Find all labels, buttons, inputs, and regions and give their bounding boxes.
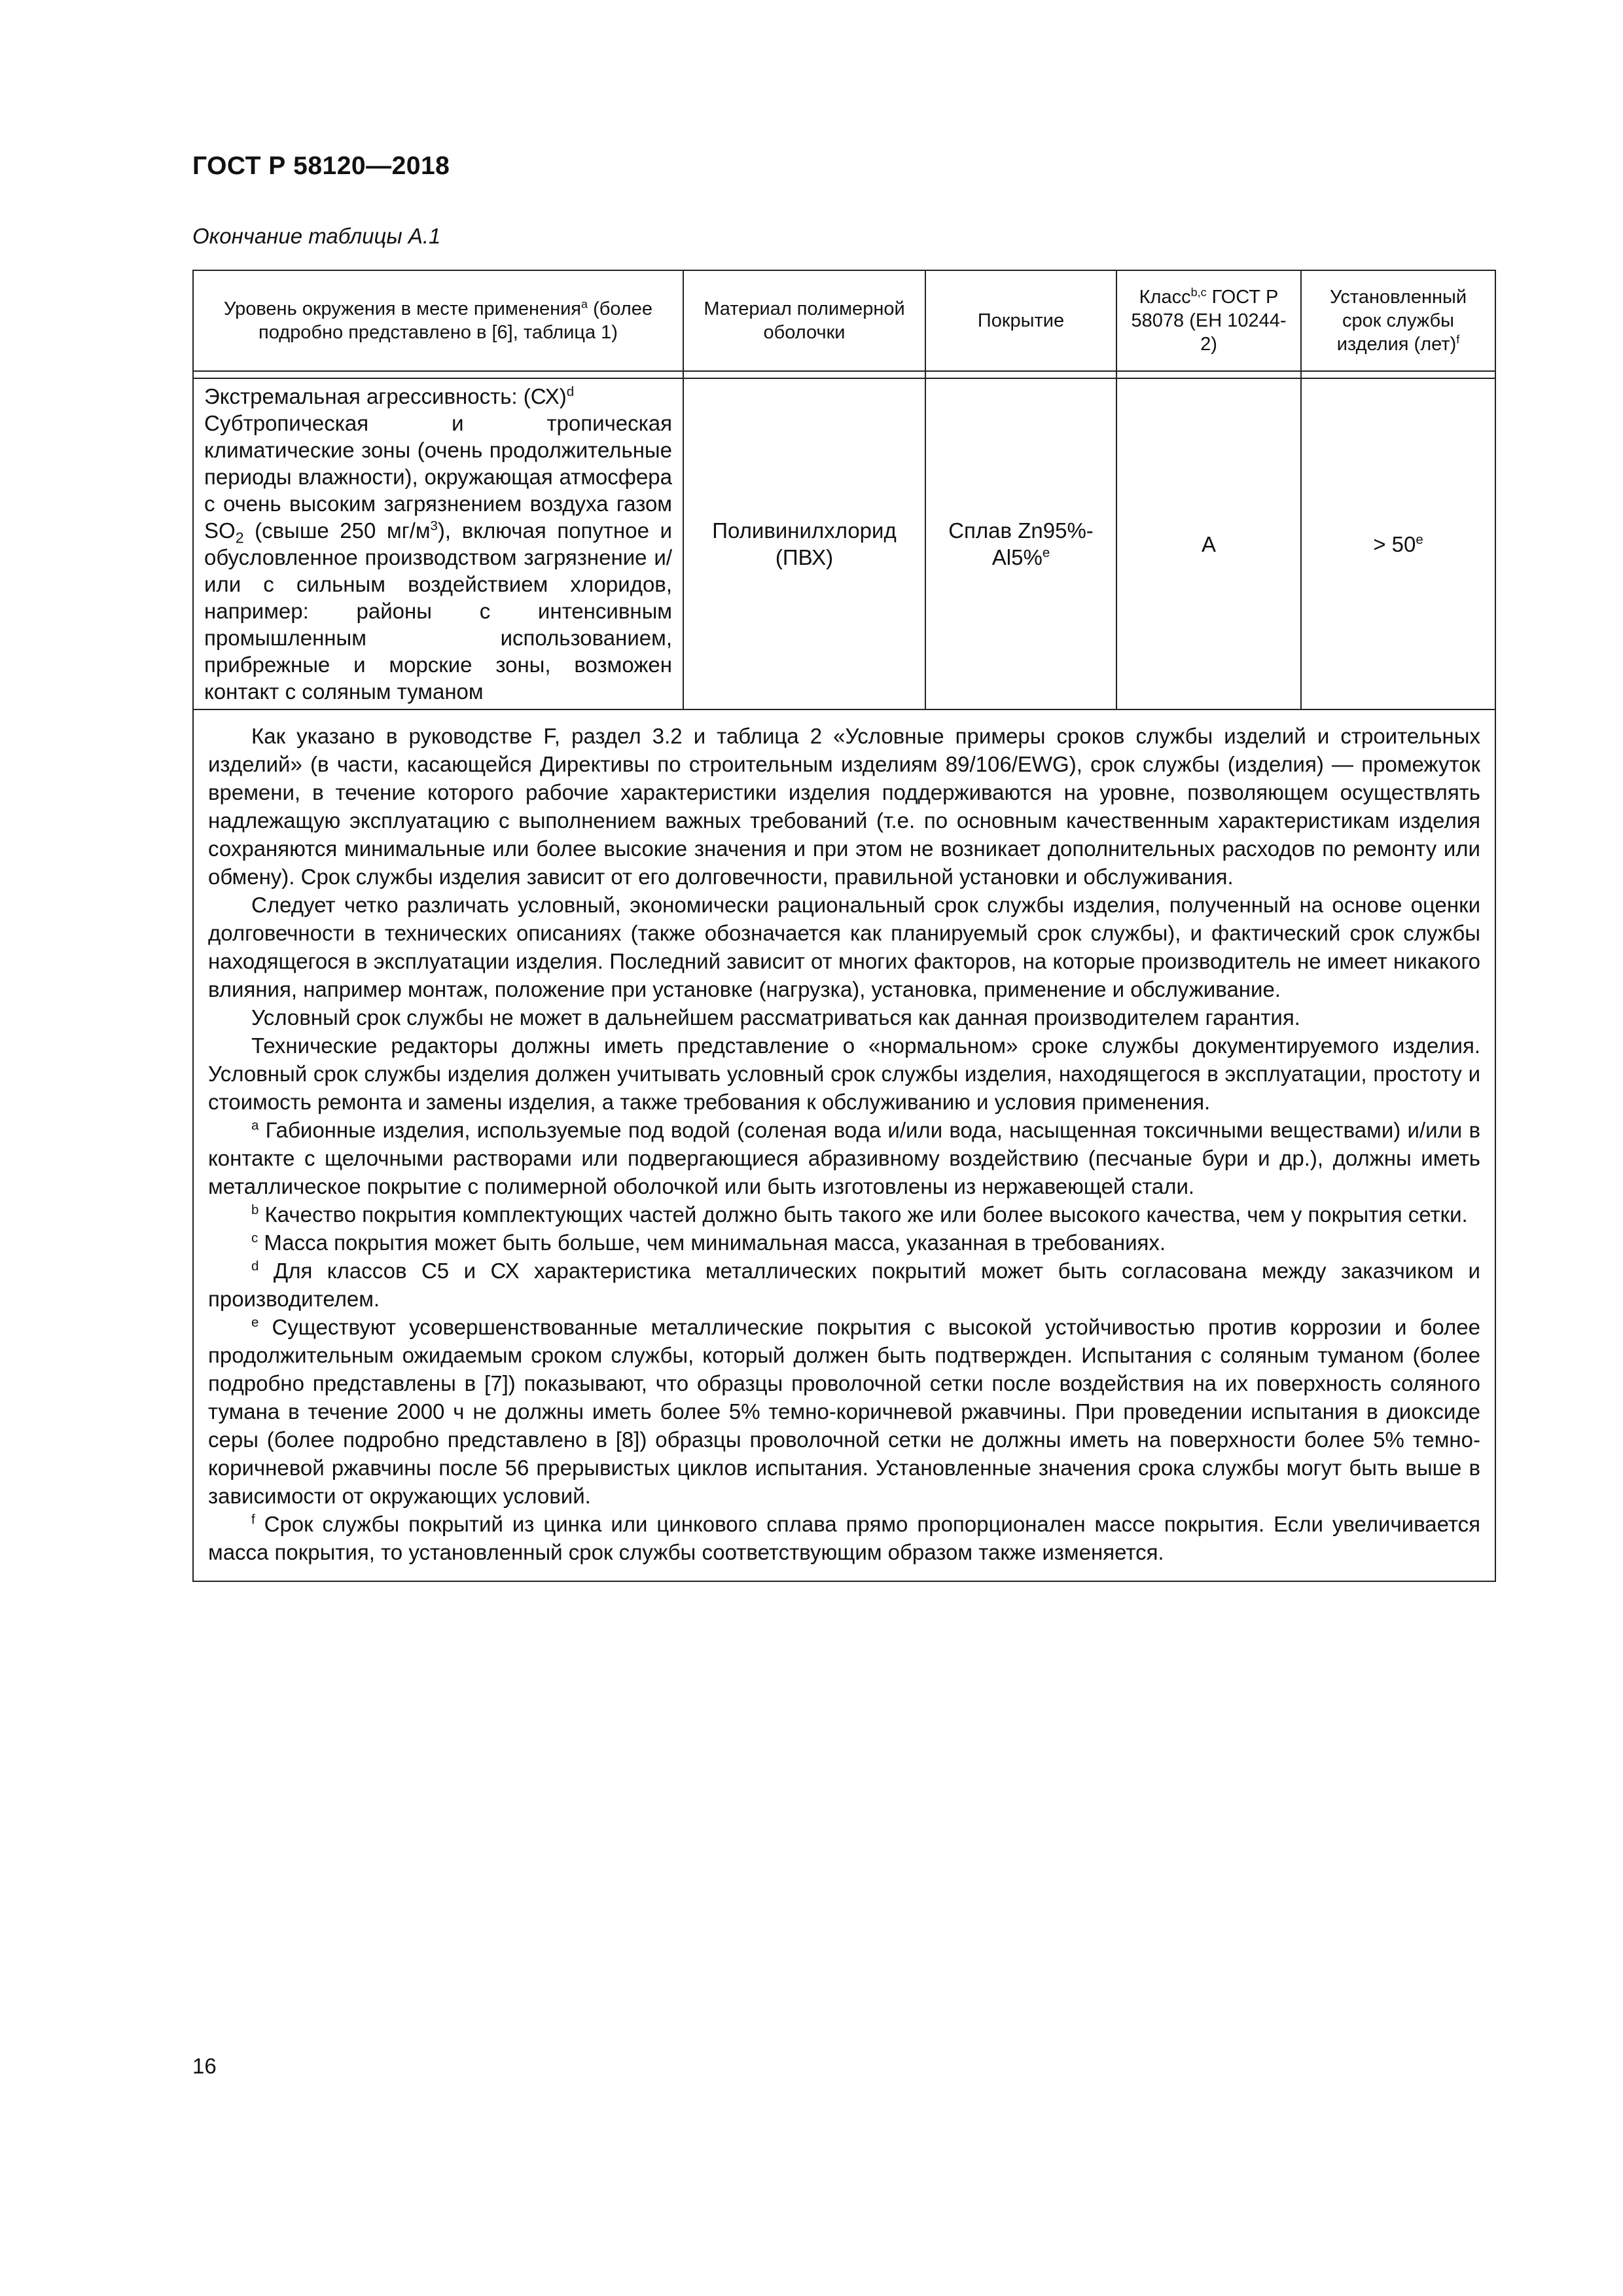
service-life-table — [192, 270, 1496, 1582]
table-header-row — [193, 270, 1495, 371]
page-number: 16 — [192, 2054, 217, 2078]
footnote-e: $^e$ Существуют усовершенствованные металлические покрытия с высокой устойчивостью против коррозии и более продолжительным ожидаемым сроком службы, который должен быть подтвержден. Испытания с соляным туманом (более подробно представлены в [7]) показывают, что образцы проволочной сетки после воздействия на их поверхность соляного тумана в течение 2000 ч не должны иметь более 5% темно-коричневой ржавчины. При проведении испытания в диоксиде серы (более подробно представлено в [8]) образцы проволочной сетки не должны иметь на поверхности более 5% темно-коричневой ржавчины после 56 прерывистых циклов испытания. Установленные значения срока службы могут быть выше в зависимости от окружающих условий. — [208, 1315, 1480, 1508]
document-code: ГОСТ Р 58120—2018 — [192, 152, 450, 180]
cell-class: А — [1116, 378, 1301, 709]
note-paragraph: Условный срок службы не может в дальнейшем рассматриваться как данная производителем гарантия. — [251, 1005, 1300, 1030]
note-paragraph: Следует четко различать условный, экономически рациональный срок службы изделия, полученный на основе оценки долговечности в технических описаниях (также обозначается как планируемый срок службы), и фактический срок службы находящегося в эксплуатации изделия. Последний зависит от многих факторов, на которые производитель не имеет никакого влияния, например монтаж, положение при установке (нагрузка), установка, применение и обслуживание. — [208, 893, 1480, 1001]
header-separator — [193, 371, 1495, 378]
cell-environment: Экстремальная агрессивность: (СХ)$^d$ Субтропическая и тропическая климатические зоны (очень продолжительные периоды влажности), окружающая атмосфера с очень высоким загрязнением воздуха газом $SO_2$ (свыше 250 $мг/м^3$), включая попутное и обусловленное производством загрязнение и/или с сильным воздействием хлоридов, например: районы с интенсивным промышленным использованием, прибрежные и морские зоны, возможен контакт с соляным туманом — [193, 378, 683, 709]
cell-material: Поливинилхлорид (ПВХ) — [683, 378, 925, 709]
column-header-coating: Покрытие — [925, 270, 1116, 371]
column-header-class: Класс$^{b,c}$ ГОСТ Р 58078 (ЕН 10244-2) — [1116, 270, 1301, 371]
footnote-f: $^f$ Срок службы покрытий из цинка или цинкового сплава прямо пропорционален массе покрытия. Если увеличивается масса покрытия, то установленный срок службы соответствующим образом также изменяется. — [208, 1512, 1480, 1564]
cell-coating: Сплав Zn95%-Al5%$^e$ — [925, 378, 1116, 709]
footnote-b: $^b$ Качество покрытия комплектующих частей должно быть такого же или более высокого качества, чем у покрытия сетки. — [251, 1202, 1468, 1227]
table-row — [193, 378, 1495, 709]
note-paragraph: Технические редакторы должны иметь представление о «нормальном» сроке службы документируемого изделия. Условный срок службы изделия должен учитывать условный срок службы изделия, находящегося в эксплуатации, простоту и стоимость ремонта и замены изделия, а также требования к обслуживанию и условия применения. — [208, 1033, 1480, 1114]
notes-row — [193, 709, 1495, 1581]
footnote-c: $^c$ Масса покрытия может быть больше, чем минимальная масса, указанная в требованиях. — [251, 1230, 1166, 1255]
footnote-d: $^d$ Для классов С5 и СХ характеристика металлических покрытий может быть согласована между заказчиком и производителем. — [208, 1259, 1480, 1311]
table-caption: Окончание таблицы А.1 — [192, 224, 441, 248]
column-header-service-life: Установленный срок службы изделия (лет)$^f$ — [1301, 270, 1495, 371]
footnote-a: $^a$ Габионные изделия, используемые под водой (соленая вода и/или вода, насыщенная токсичными веществами) и/или в контакте с щелочными растворами или подвергающиеся абразивному воздействию (песчаные бури и др.), должны иметь металлическое покрытие с полимерной оболочкой или быть изготовлены из нержавеющей стали. — [208, 1118, 1480, 1198]
column-header-material: Материал полимерной оболочки — [683, 270, 925, 371]
note-paragraph: Как указано в руководстве F, раздел 3.2 и таблица 2 «Условные примеры сроков службы изделий и строительных изделий» (в части, касающейся Директивы по строительным изделиям 89/106/EWG), срок службы (изделия) — промежуток времени, в течение которого рабочие характеристики изделия поддерживаются на уровне, позволяющем осуществлять надлежащую эксплуатацию с выполнением важных требований (т.е. по основным качественным характеристикам изделия сохраняются минимальные или более высокие значения и при этом не возникает дополнительных расходов по ремонту или обмену). Срок службы изделия зависит от его долговечности, правильной установки и обслуживания. — [208, 724, 1480, 889]
column-header-environment: Уровень окружения в месте применения$^a$ (более подробно представлено в [6], таблица 1) — [193, 270, 683, 371]
cell-service-life: > $50^e$ — [1301, 378, 1495, 709]
notes-cell — [193, 709, 1495, 1581]
